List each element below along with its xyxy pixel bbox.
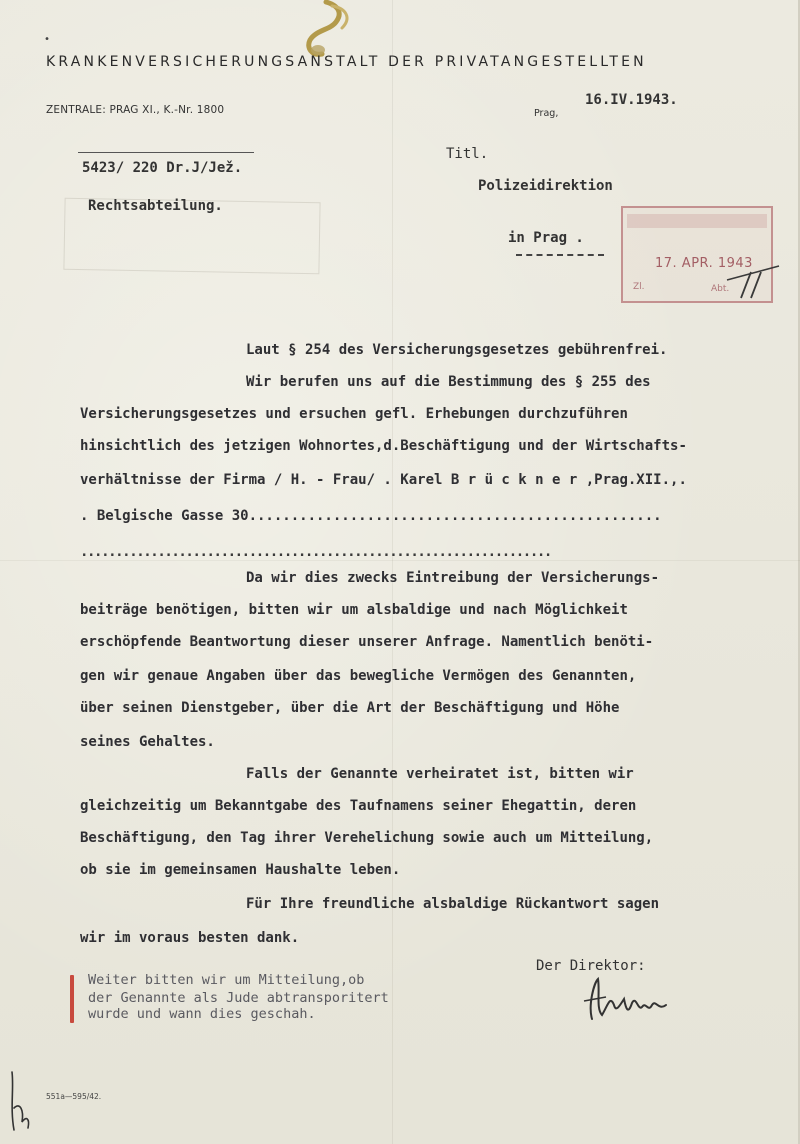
paper-clip-icon <box>296 0 356 62</box>
body-line: verhältnisse der Firma / H. - Frau/ . Karel B r ü c k n e r ,Prag.XII.,. <box>80 472 687 488</box>
body-line: Falls der Genannte verheiratet ist, bitten wir <box>246 766 634 782</box>
note-line: der Genannte als Jude abtransporitert <box>88 990 389 1006</box>
stamp-handwritten-mark <box>723 258 783 304</box>
dotted-fill-line: ................................................................... <box>80 544 551 560</box>
zentrale-address: ZENTRALE: PRAG XI., K.-Nr. 1800 <box>46 104 225 116</box>
fold-crease-horizontal <box>0 560 800 561</box>
body-line: erschöpfende Beantwortung dieser unserer Anfrage. Namentlich benöti- <box>80 634 654 650</box>
body-line: Versicherungsgesetzes und ersuchen gefl. Erhebungen durchzuführen <box>80 406 628 422</box>
body-line: gen wir genaue Angaben über das bewegliche Vermögen des Genannten, <box>80 668 637 684</box>
note-margin-bar <box>70 975 74 1023</box>
body-line: Wir berufen uns auf die Bestimmung des § 255 des <box>246 374 651 390</box>
form-number: 551a—595/42. <box>46 1092 102 1101</box>
letter-date: 16.IV.1943. <box>585 92 678 108</box>
signature-label: Der Direktor: <box>536 958 646 974</box>
recipient-underline <box>516 254 604 256</box>
recipient-city: in Prag . <box>508 230 584 246</box>
place-label: Prag, <box>534 108 559 119</box>
stamp-date: 17. APR. 1943 <box>655 256 753 271</box>
handwritten-signature <box>580 975 690 1025</box>
corner-mark: • <box>44 34 51 45</box>
note-line: wurde und wann dies geschah. <box>88 1006 316 1022</box>
body-line: beiträge benötigen, bitten wir um alsbaldige und nach Möglichkeit <box>80 602 628 618</box>
body-line: wir im voraus besten dank. <box>80 930 300 946</box>
stamp-zl-label: Zl. <box>633 282 645 292</box>
body-line: Für Ihre freundliche alsbaldige Rückantwort sagen <box>246 896 660 912</box>
receipt-stamp <box>621 206 773 303</box>
body-line: ob sie im gemeinsamen Haushalte leben. <box>80 862 401 878</box>
body-line: Da wir dies zwecks Eintreibung der Versicherungs- <box>246 570 660 586</box>
recipient-salutation: Titl. <box>446 146 489 162</box>
body-line: hinsichtlich des jetzigen Wohnortes,d.Beschäftigung und der Wirtschafts- <box>80 438 687 454</box>
stamp-abt-label: Abt. <box>711 284 730 294</box>
recipient-name: Polizeidirektion <box>478 178 613 194</box>
stamp-header-band <box>627 214 767 228</box>
body-line: Beschäftigung, den Tag ihrer Verehelichung sowie auch um Mitteilung, <box>80 830 654 846</box>
reference-rule <box>78 152 254 153</box>
reference-number: 5423/ 220 Dr.J/Jež. <box>82 160 243 176</box>
body-line: Laut § 254 des Versicherungsgesetzes gebührenfrei. <box>246 342 668 358</box>
body-line: . Belgische Gasse 30................................................. <box>80 508 662 524</box>
note-line: Weiter bitten wir um Mitteilung,ob <box>88 972 365 988</box>
body-line: über seinen Dienstgeber, über die Art der Beschäftigung und Höhe <box>80 700 620 716</box>
institution-letterhead: KRANKENVERSICHERUNGSANSTALT DER PRIVATANGESTELLTEN <box>46 54 647 70</box>
handwritten-initials <box>4 1068 34 1138</box>
body-line: gleichzeitig um Bekanntgabe des Taufnamens seiner Ehegattin, deren <box>80 798 637 814</box>
body-line: seines Gehaltes. <box>80 734 215 750</box>
department-name: Rechtsabteilung. <box>88 198 223 214</box>
